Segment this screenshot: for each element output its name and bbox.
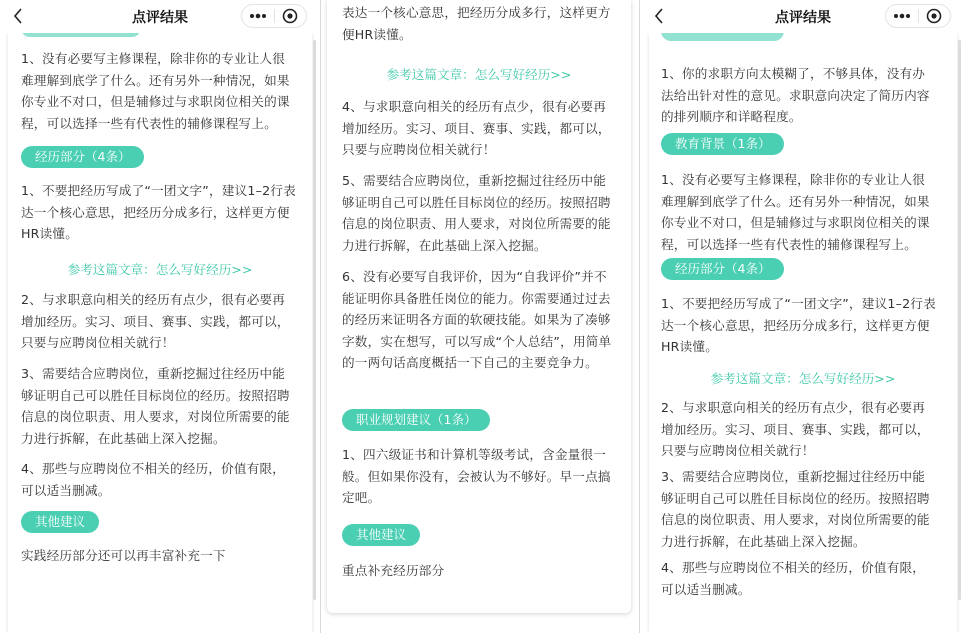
mini-program-capsule — [241, 4, 307, 28]
review-item: 1、你的求职方向太模糊了，不够具体，没有办法给出针对性的意见。求职意向决定了简历内容的排列顺序和详略程度。 — [661, 66, 930, 124]
more-dots-icon — [249, 13, 267, 19]
section-tag-other: 其他建议 — [342, 524, 420, 546]
article-link[interactable]: 参考这篇文章：怎么写好经历>> — [67, 262, 253, 277]
review-item: 表达一个核心意思，把经历分成多行，这样更方便HR读懂。 — [342, 5, 611, 42]
review-card — [327, 0, 631, 613]
review-item: 2、与求职意向相关的经历有点少，很有必要再增加经历。实习、项目、赛事、实践，都可以，只要与应聘岗位相关就行！ — [661, 400, 930, 458]
article-link[interactable]: 参考这篇文章：怎么写好经历>> — [386, 67, 572, 82]
review-item: 4、与求职意向相关的经历有点少，很有必要再增加经历。实习、项目、赛事、实践，都可以，只要与应聘岗位相关就行！ — [342, 99, 611, 157]
page-title: 点评结果 — [132, 10, 188, 26]
nav-bar — [0, 0, 320, 33]
result-screen-2 — [321, 0, 640, 633]
article-link[interactable]: 参考这篇文章：怎么写好经历>> — [710, 371, 896, 386]
scrollbar[interactable] — [313, 40, 316, 600]
review-item: 4、那些与应聘岗位不相关的经历，价值有限，可以适当删减。 — [661, 560, 926, 597]
review-item: 1、没有必要写主修课程，除非你的专业让人很难理解到底学了什么。还有另外一种情况，如果你专业不对口，但是辅修过与求职岗位相关的课程，可以选择一些有代表性的辅修课程写上。 — [661, 172, 930, 252]
review-item: 1、不要把经历写成了“一团文字”，建议1–2行表达一个核心意思，把经历分成多行，这样更方便HR读懂。 — [21, 183, 296, 241]
review-item: 2、与求职意向相关的经历有点少，很有必要再增加经历。实习、项目、赛事、实践，都可以，只要与应聘岗位相关就行！ — [21, 292, 290, 350]
review-card — [649, 33, 957, 633]
review-item: 实践经历部分还可以再丰富补充一下 — [21, 548, 226, 563]
review-item: 1、没有必要写主修课程，除非你的专业让人很难理解到底学了什么。还有另外一种情况，如果你专业不对口，但是辅修过与求职岗位相关的课程，可以选择一些有代表性的辅修课程写上。 — [21, 51, 290, 131]
review-item: 6、没有必要写自我评价，因为“自我评价”并不能证明你具备胜任岗位的能力。你需要通过过去的经历来证明各方面的软硬技能。如果为了凑够字数，实在想写，可以写成“个人总结”，用简单的一两句话高度概括一下自己的主要竞争力。 — [342, 269, 612, 370]
section-tag-education: 教育背景（1条） — [661, 133, 784, 155]
target-close-icon — [282, 8, 298, 24]
result-screen-3 — [641, 0, 965, 633]
mini-program-capsule — [885, 4, 951, 28]
result-screen-1 — [0, 0, 321, 633]
review-item: 5、需要结合应聘岗位，重新挖掘过往经历中能够证明自己可以胜任目标岗位的经历。按照招聘信息的岗位职责、用人要求，对岗位所需要的能力进行拆解，在此基础上深入挖掘。 — [342, 173, 611, 253]
page-title: 点评结果 — [775, 10, 831, 26]
section-tag-other: 其他建议 — [21, 511, 99, 533]
more-button[interactable] — [886, 5, 918, 27]
section-tag-career: 职业规划建议（1条） — [342, 409, 490, 431]
review-item: 重点补充经历部分 — [342, 563, 445, 578]
scrollbar[interactable] — [958, 40, 961, 600]
review-item: 3、需要结合应聘岗位，重新挖掘过往经历中能够证明自己可以胜任目标岗位的经历。按照招聘信息的岗位职责、用人要求，对岗位所需要的能力进行拆解，在此基础上深入挖掘。 — [21, 366, 290, 446]
section-tag-experience: 经历部分（4条） — [661, 258, 784, 280]
review-card — [8, 33, 312, 633]
close-button[interactable] — [275, 5, 307, 27]
close-button[interactable] — [919, 5, 951, 27]
review-item: 3、需要结合应聘岗位，重新挖掘过往经历中能够证明自己可以胜任目标岗位的经历。按照招聘信息的岗位职责、用人要求，对岗位所需要的能力进行拆解，在此基础上深入挖掘。 — [661, 469, 930, 549]
more-button[interactable] — [242, 5, 274, 27]
nav-bar — [641, 0, 965, 33]
target-close-icon — [926, 8, 942, 24]
review-item: 1、不要把经历写成了“一团文字”，建议1–2行表达一个核心意思，把经历分成多行，这样更方便HR读懂。 — [661, 296, 936, 354]
more-dots-icon — [893, 13, 911, 19]
section-tag-experience: 经历部分（4条） — [21, 146, 144, 168]
review-item: 4、那些与应聘岗位不相关的经历，价值有限，可以适当删减。 — [21, 461, 286, 498]
review-item: 1、四六级证书和计算机等级考试，含金量很一般。但如果你没有，会被认为不够好。早一点搞定吧。 — [342, 447, 611, 505]
